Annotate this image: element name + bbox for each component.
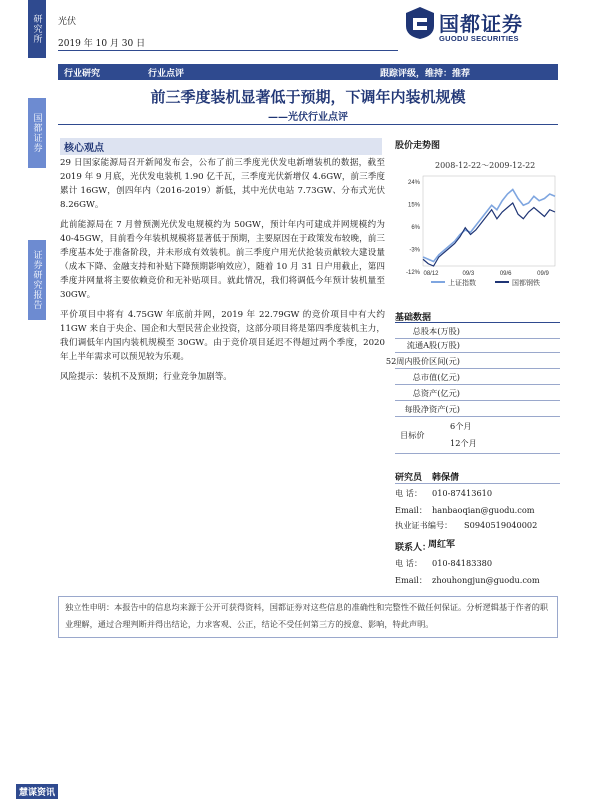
- report-type: 行业研究: [64, 69, 101, 79]
- title-divider: [58, 124, 558, 125]
- logo-mark-icon: [405, 6, 435, 40]
- plot-area: [423, 176, 555, 266]
- y-tick-label: 15%: [407, 202, 420, 209]
- company-logo: [405, 6, 555, 50]
- header-category: 光伏: [58, 17, 77, 27]
- contact-name: 周红军: [428, 540, 456, 550]
- x-tick-label: 09/3: [462, 271, 475, 277]
- x-tick-label: 08/12: [423, 271, 439, 277]
- core-viewpoint-heading: 核心观点: [60, 138, 382, 155]
- sidebar-segment-report: 证券研究报告: [28, 240, 46, 320]
- report-subtitle: ——光伏行业点评: [268, 112, 348, 123]
- analyst-phone: 010-87413610: [432, 488, 493, 498]
- price-trend-heading-wrap: [395, 138, 560, 151]
- y-tick-label: -3%: [409, 247, 420, 254]
- row-divider: [395, 368, 560, 369]
- core-viewpoint-body: [60, 156, 385, 390]
- report-subtype: 行业点评: [148, 69, 185, 79]
- basic-data-key: 52周内股价区间(元): [385, 356, 460, 366]
- report-type-bar: [58, 64, 558, 80]
- logo-text-cn: 国都证券: [439, 12, 523, 36]
- rating: 跟踪评级，维持：推荐: [380, 69, 471, 79]
- analyst-cert: S0940519040002: [464, 520, 538, 530]
- analyst-name: 韩保倩: [432, 473, 460, 483]
- row-divider: [395, 384, 560, 385]
- row-divider: [395, 352, 560, 353]
- phone-label: 电 话：: [395, 488, 423, 498]
- basic-data-key: 总市值(亿元): [412, 372, 460, 382]
- basic-data-key: 总股本(万股): [412, 326, 460, 336]
- legend-label: 上证指数: [448, 279, 476, 287]
- report-title: 前三季度装机显著低于预期，下调年内装机规模: [150, 88, 466, 106]
- row-divider: [395, 338, 560, 339]
- target-price-label: 目标价: [400, 430, 425, 440]
- basic-data-divider: [395, 322, 560, 323]
- independence-disclaimer: 独立性申明：本报告中的信息均来源于公开可获得资料，国都证券对这些信息的准确性和完整性不做任何保证。分析逻辑基于作者的职业理解，通过合理判断并得出结论，力求客观、公正，结论不受任何第三方的授意、影响，特此声明。: [58, 596, 558, 638]
- cert-label: 执业证书编号：: [395, 520, 453, 530]
- analyst-role: 研究员: [395, 473, 423, 483]
- contact-phone: 010-84183380: [432, 558, 493, 568]
- y-tick-label: 24%: [407, 180, 420, 186]
- basic-data-key: 流通A股(万股): [406, 340, 460, 350]
- legend-label: 国都钢铁: [512, 279, 540, 287]
- target-period: 12个月: [450, 438, 477, 448]
- x-tick-label: 09/9: [537, 271, 549, 277]
- price-trend-heading: 股价走势图: [395, 141, 441, 151]
- header-date: 2019 年 10 月 30 日: [58, 39, 146, 49]
- email-label: Email：: [395, 505, 428, 515]
- paragraph: 平价项目中将有 4.75GW 年底前并网，2019 年 22.79GW 的竞价项目中有大约 11GW 来自于央企、国企和大型民营企业投资，这部分项目将是第四季度装机主力，我们调低年内国内装机规模至 30GW。由于竞价项目延迟不得超过两个季度，2020 年上半年需求可以预见较为乐观。: [60, 310, 385, 362]
- analyst-divider: [395, 483, 560, 484]
- paragraph: 风险提示：装机不及预期；行业竞争加剧等。: [60, 372, 232, 382]
- chart-date-range: 2008-12-22～2009-12-22: [435, 161, 536, 170]
- header-divider: [58, 50, 398, 51]
- footer-tag: 慧谋资讯: [16, 784, 58, 799]
- price-trend-svg: [395, 154, 560, 294]
- email-label: Email：: [395, 575, 428, 585]
- row-divider: [395, 453, 560, 454]
- y-tick-label: -12%: [405, 270, 420, 276]
- sidebar-segment-company: 国都证券: [28, 98, 46, 168]
- series-line-1: [423, 203, 555, 266]
- row-divider: [395, 400, 560, 401]
- y-tick-label: 6%: [411, 225, 420, 231]
- paragraph: 此前能源局在 7 月曾预测光伏发电规模约为 50GW，预计年内可建成并网规模约为 40-45GW，目前看今年装机规模将显著低于预期，主要原因在于政策发布较晚，前三季度基本处于准备阶段，并未形成有效装机。前三季度户用光伏抢装贡献较大建设量（成本下降、金融支持和补贴下降预期影响效应），随着 10 月 31 日户用截止，第四季度并网量将主要依赖竞价和无补贴项目。就此情况，我们将调低今年预计装机量至 30GW。: [60, 220, 385, 300]
- series-line-0: [423, 190, 555, 262]
- contact-email: zhouhongjun@guodu.com: [432, 575, 540, 585]
- logo-text-en: GUODU SECURITIES: [439, 34, 519, 43]
- paragraph: 29 日国家能源局召开新闻发布会，公布了前三季度光伏发电新增装机的数据，截至 2019 年 9 月底，光伏发电装机 1.90 亿千瓦，三季度光伏新增仅 4.6GW，前三季度累计 16GW，创四年内（2016-2019）新低，其中光伏电站 7.73GW、分布式光伏 8.26GW。: [60, 158, 385, 210]
- phone-label: 电 话：: [395, 558, 423, 568]
- basic-data-key: 总资产(亿元): [412, 388, 460, 398]
- basic-data-heading: 基础数据: [395, 313, 432, 323]
- target-period: 6个月: [450, 421, 472, 431]
- basic-data-key: 每股净资产(元): [404, 404, 460, 414]
- contact-role: 联系人：: [395, 543, 432, 553]
- price-trend-chart: [395, 154, 560, 294]
- x-tick-label: 09/6: [499, 271, 512, 277]
- row-divider: [395, 416, 560, 417]
- sidebar-segment-institute: 研究所: [28, 0, 46, 58]
- analyst-email: hanbaoqian@guodu.com: [432, 505, 535, 515]
